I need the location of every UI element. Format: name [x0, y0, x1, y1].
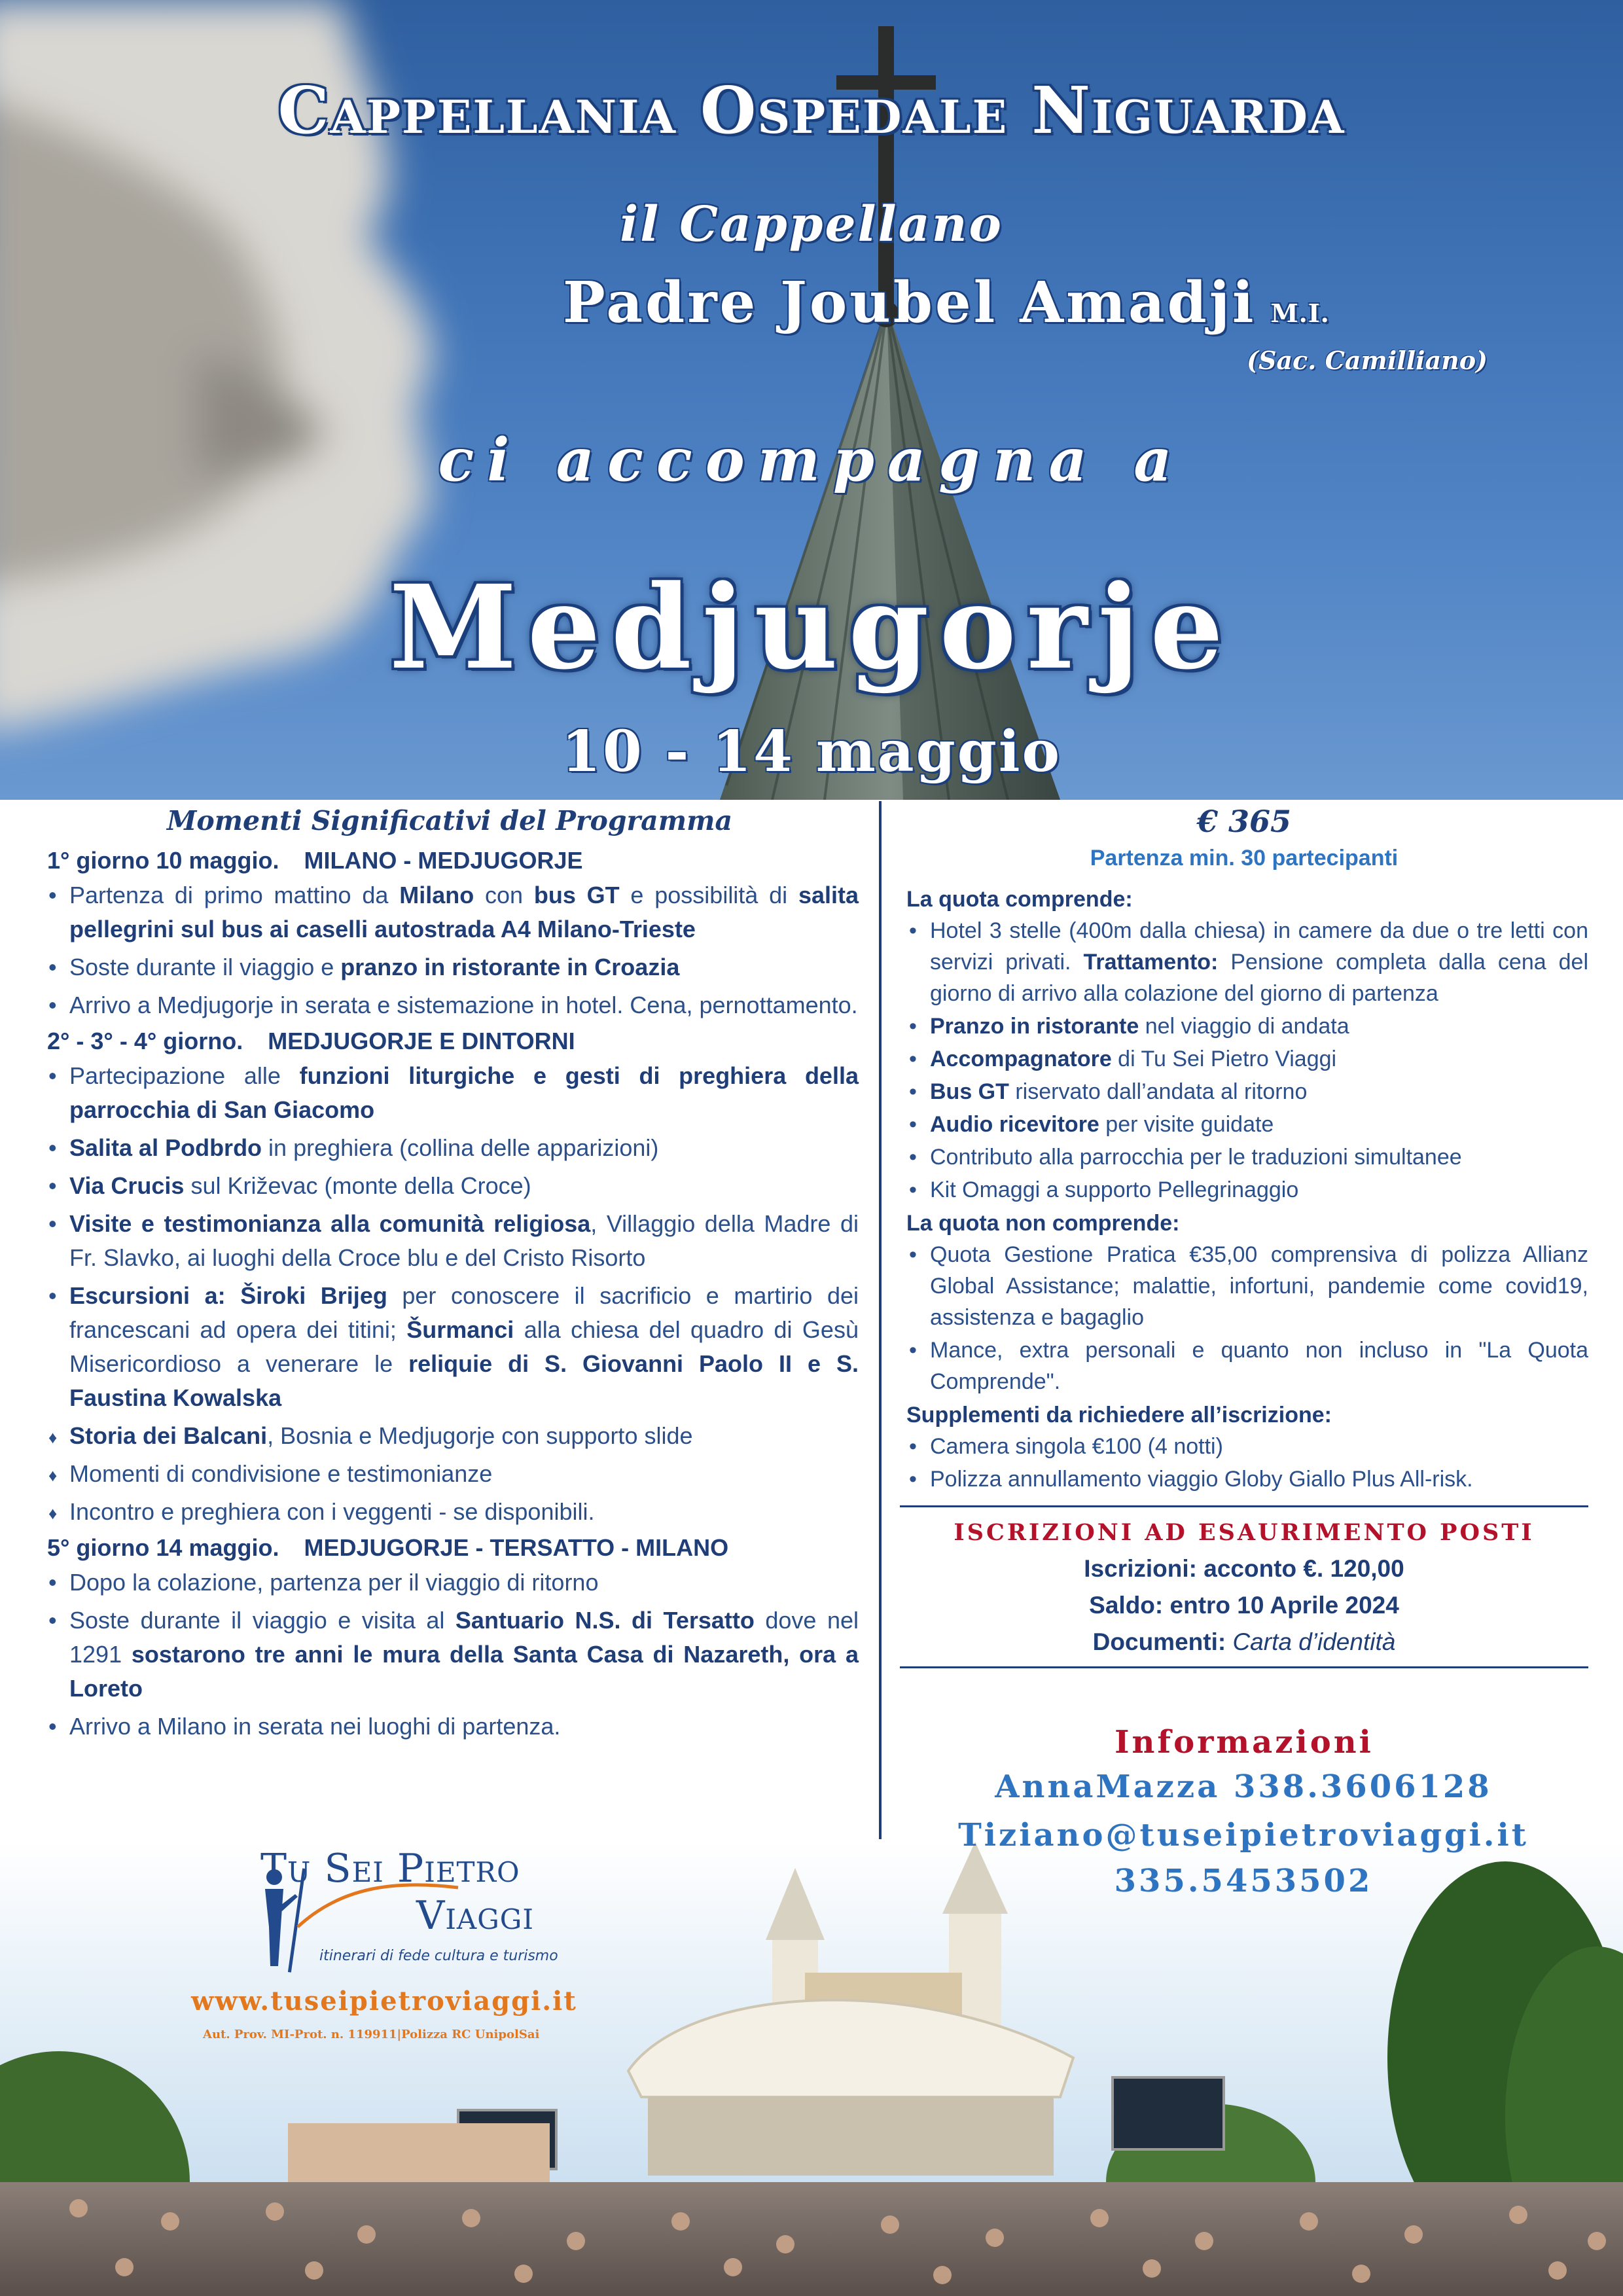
- day2-list: [41, 1059, 859, 1529]
- hero-banner: [0, 0, 1623, 800]
- list-item: [41, 1419, 859, 1453]
- church-photo: [0, 1842, 1623, 2296]
- text: riservato dall’andata al ritorno: [1008, 1079, 1308, 1104]
- hero-cappellano: il Cappellano: [620, 196, 1003, 253]
- registration-balance: Saldo: entro 10 Aprile 2024: [1089, 1592, 1399, 1619]
- text: alla chiesa del quadro di Gesù Misericordioso a venerare le: [69, 1316, 859, 1377]
- column-divider: [879, 801, 882, 1839]
- list-item: [900, 1174, 1588, 1206]
- list-item: [900, 1141, 1588, 1173]
- min-participants: Partenza min. 30 partecipanti: [1090, 846, 1399, 870]
- agency-authorization: Aut. Prov. MI-Prot. n. 119911|Polizza RC UnipolSai: [203, 2028, 540, 2041]
- docs-label: Documenti:: [1092, 1628, 1233, 1655]
- list-item: [41, 1710, 859, 1744]
- list-item: • Quota Gestione Pratica €35,00 comprensiva di polizza Allianz Global Assistance; malattie, infortuni, pandemie come covid19, assistenza e bagaglio: [900, 1239, 1588, 1333]
- supplements-list: [900, 1431, 1588, 1495]
- excludes-title: La quota non comprende:: [906, 1211, 1180, 1236]
- text-bold: bus GT: [533, 882, 620, 908]
- text: , Villaggio della Madre di Fr. Slavko, ai luoghi della Croce blu e del Cristo Risorto: [69, 1210, 859, 1271]
- hero-sac: (Sac. Camilliano): [1247, 346, 1488, 375]
- text: di Tu Sei Pietro Viaggi: [1111, 1047, 1337, 1071]
- text: Partecipazione alle: [69, 1062, 300, 1089]
- text-bold: sostarono tre anni le mura della Santa Casa di Nazareth, ora a Loreto: [69, 1641, 859, 1702]
- text: Dopo la colazione, partenza per il viaggio di ritorno: [69, 1569, 599, 1596]
- agency-website-link[interactable]: www.tuseipietroviaggi.it: [191, 1986, 577, 2017]
- list-item: [900, 915, 1588, 1009]
- church-scene-illustration: [0, 1842, 1623, 2296]
- list-item: [41, 878, 859, 946]
- program-column: [41, 801, 859, 1749]
- contact-email[interactable]: Tiziano@tuseipietroviaggi.it: [958, 1817, 1529, 1854]
- registration-docs: [900, 1628, 1588, 1656]
- agency-name-2: Viaggi: [416, 1893, 534, 1939]
- hero-title: Cappellania Ospedale Niguarda: [277, 73, 1346, 149]
- agency-tagline: itinerari di fede cultura e turismo: [319, 1948, 558, 1964]
- text-bold: funzioni liturgiche e gesti di preghiera della parrocchia di San Giacomo: [69, 1062, 859, 1123]
- text-bold: Pranzo in ristorante: [930, 1014, 1139, 1039]
- day1-route: MILANO - MEDJUGORJE: [304, 847, 583, 874]
- text-bold: salita pellegrini sul bus ai caselli autostrada A4 Milano-Trieste: [69, 882, 859, 942]
- day2-route: MEDJUGORJE E DINTORNI: [268, 1028, 575, 1054]
- hero-padre-name: Padre Joubel Amadji: [563, 270, 1257, 336]
- text-bold: Šurmanci: [406, 1316, 514, 1343]
- text-bold: Bus GT: [930, 1079, 1009, 1104]
- text-bold: Via Crucis: [69, 1172, 185, 1199]
- list-item: [41, 1604, 859, 1706]
- docs-value: Carta d’identità: [1232, 1628, 1396, 1655]
- text: per conoscere il sacrificio e martirio dei francescani ad opera dei titini;: [69, 1282, 859, 1343]
- list-item: [900, 1011, 1588, 1042]
- includes-list: [900, 915, 1588, 1206]
- list-item: [41, 1279, 859, 1415]
- text: nel viaggio di andata: [1139, 1014, 1349, 1039]
- text-bold: reliquie di S. Giovanni Paolo II e S. Faustina Kowalska: [69, 1350, 859, 1411]
- crowd: [0, 2182, 1623, 2296]
- text-bold: Trattamento:: [1083, 950, 1219, 975]
- list-item: [41, 1495, 859, 1529]
- text: Kit Omaggi a supporto Pellegrinaggio: [930, 1177, 1299, 1202]
- list-item: [41, 1457, 859, 1491]
- list-item: [900, 1043, 1588, 1075]
- list-item: [41, 1169, 859, 1203]
- day1-heading: [47, 847, 859, 874]
- text: in preghiera (collina delle apparizioni): [262, 1134, 659, 1161]
- text-bold: Escursioni a: Široki Brijeg: [69, 1282, 387, 1309]
- day2-heading: [47, 1028, 859, 1055]
- contact-phone-2[interactable]: 335.5453502: [1114, 1863, 1373, 1899]
- text: e possibilità di: [619, 882, 798, 908]
- day5-list: [41, 1566, 859, 1744]
- text: Incontro e preghiera con i veggenti - se disponibili.: [69, 1498, 595, 1525]
- hero-dates: 10 - 14 maggio: [562, 719, 1061, 785]
- list-item: • Polizza annullamento viaggio Globy Giallo Plus All-risk.: [900, 1463, 1588, 1495]
- list-item: [900, 1076, 1588, 1107]
- text-bold: Milano: [399, 882, 474, 908]
- text-bold: Audio ricevitore: [930, 1112, 1099, 1137]
- divider-line: [900, 1505, 1588, 1507]
- list-item: [41, 1059, 859, 1127]
- list-item: • Camera singola €100 (4 notti): [900, 1431, 1588, 1462]
- pricing-column: [900, 801, 1588, 1680]
- day2-label: 2° - 3° - 4° giorno.: [47, 1028, 243, 1054]
- agency-name-1: Tu Sei Pietro: [260, 1846, 520, 1892]
- text: , Bosnia e Medjugorje con supporto slide: [267, 1422, 693, 1449]
- day1-list: [41, 878, 859, 1022]
- list-item: [41, 1566, 859, 1600]
- text: Soste durante il viaggio e visita al: [69, 1607, 455, 1634]
- day1-label: 1° giorno 10 maggio.: [47, 847, 279, 874]
- day5-route: MEDJUGORJE - TERSATTO - MILANO: [304, 1534, 729, 1561]
- text-bold: pranzo in ristorante in Croazia: [340, 954, 680, 980]
- text: con: [474, 882, 534, 908]
- text: Partenza di primo mattino da: [69, 882, 400, 908]
- text: Arrivo a Medjugorje in serata e sistemazione in hotel. Cena, pernottamento.: [69, 992, 858, 1018]
- price: € 365: [1196, 804, 1292, 839]
- hero-accompagna: ci accompagna a: [438, 425, 1185, 495]
- text: Hotel 3 stelle (400m dalla chiesa) in camere da due o tre letti con servizi privati.: [930, 918, 1588, 975]
- hero-padre: [563, 270, 1330, 336]
- text-bold: Storia dei Balcani: [69, 1422, 268, 1449]
- text: dove nel 1291: [69, 1607, 859, 1668]
- registration-title: ISCRIZIONI AD ESAURIMENTO POSTI: [954, 1519, 1535, 1546]
- registration-deposit: Iscrizioni: acconto €. 120,00: [1084, 1555, 1404, 1582]
- text-bold: Salita al Podbrdo: [69, 1134, 262, 1161]
- text: per visite guidate: [1099, 1112, 1274, 1137]
- info-title: Informazioni: [1115, 1724, 1374, 1761]
- list-item: [41, 950, 859, 984]
- excludes-list: [900, 1239, 1588, 1397]
- hero-destination: Medjugorje: [389, 560, 1234, 695]
- list-item: [41, 988, 859, 1022]
- text: Momenti di condivisione e testimonianze: [69, 1460, 493, 1487]
- day5-label: 5° giorno 14 maggio.: [47, 1534, 279, 1561]
- supplements-title: Supplementi da richiedere all’iscrizione:: [906, 1403, 1332, 1427]
- list-item: [41, 1131, 859, 1165]
- includes-title: La quota comprende:: [906, 887, 1133, 912]
- contact-phone-anna[interactable]: AnnaMazza 338.3606128: [995, 1768, 1492, 1805]
- list-item: [900, 1109, 1588, 1140]
- text: Contributo alla parrocchia per le traduzioni simultanee: [930, 1145, 1462, 1170]
- hero-mi: M.I.: [1270, 298, 1330, 328]
- text: sul Križevac (monte della Croce): [184, 1172, 531, 1199]
- divider-line: [900, 1666, 1588, 1668]
- text-bold: Visite e testimonianza alla comunità religiosa: [69, 1210, 591, 1237]
- text-bold: Accompagnatore: [930, 1047, 1112, 1071]
- day5-heading: [47, 1534, 859, 1562]
- program-title: Momenti Significativi del Programma: [166, 805, 733, 836]
- text: Pensione completa dalla cena del giorno di arrivo alla colazione del giorno di partenza: [930, 950, 1589, 1006]
- list-item: • Mance, extra personali e quanto non incluso in "La Quota Comprende".: [900, 1335, 1588, 1397]
- text: Arrivo a Milano in serata nei luoghi di partenza.: [69, 1713, 561, 1740]
- text-bold: Santuario N.S. di Tersatto: [455, 1607, 755, 1634]
- list-item: [41, 1207, 859, 1275]
- text: Soste durante il viaggio e: [69, 954, 341, 980]
